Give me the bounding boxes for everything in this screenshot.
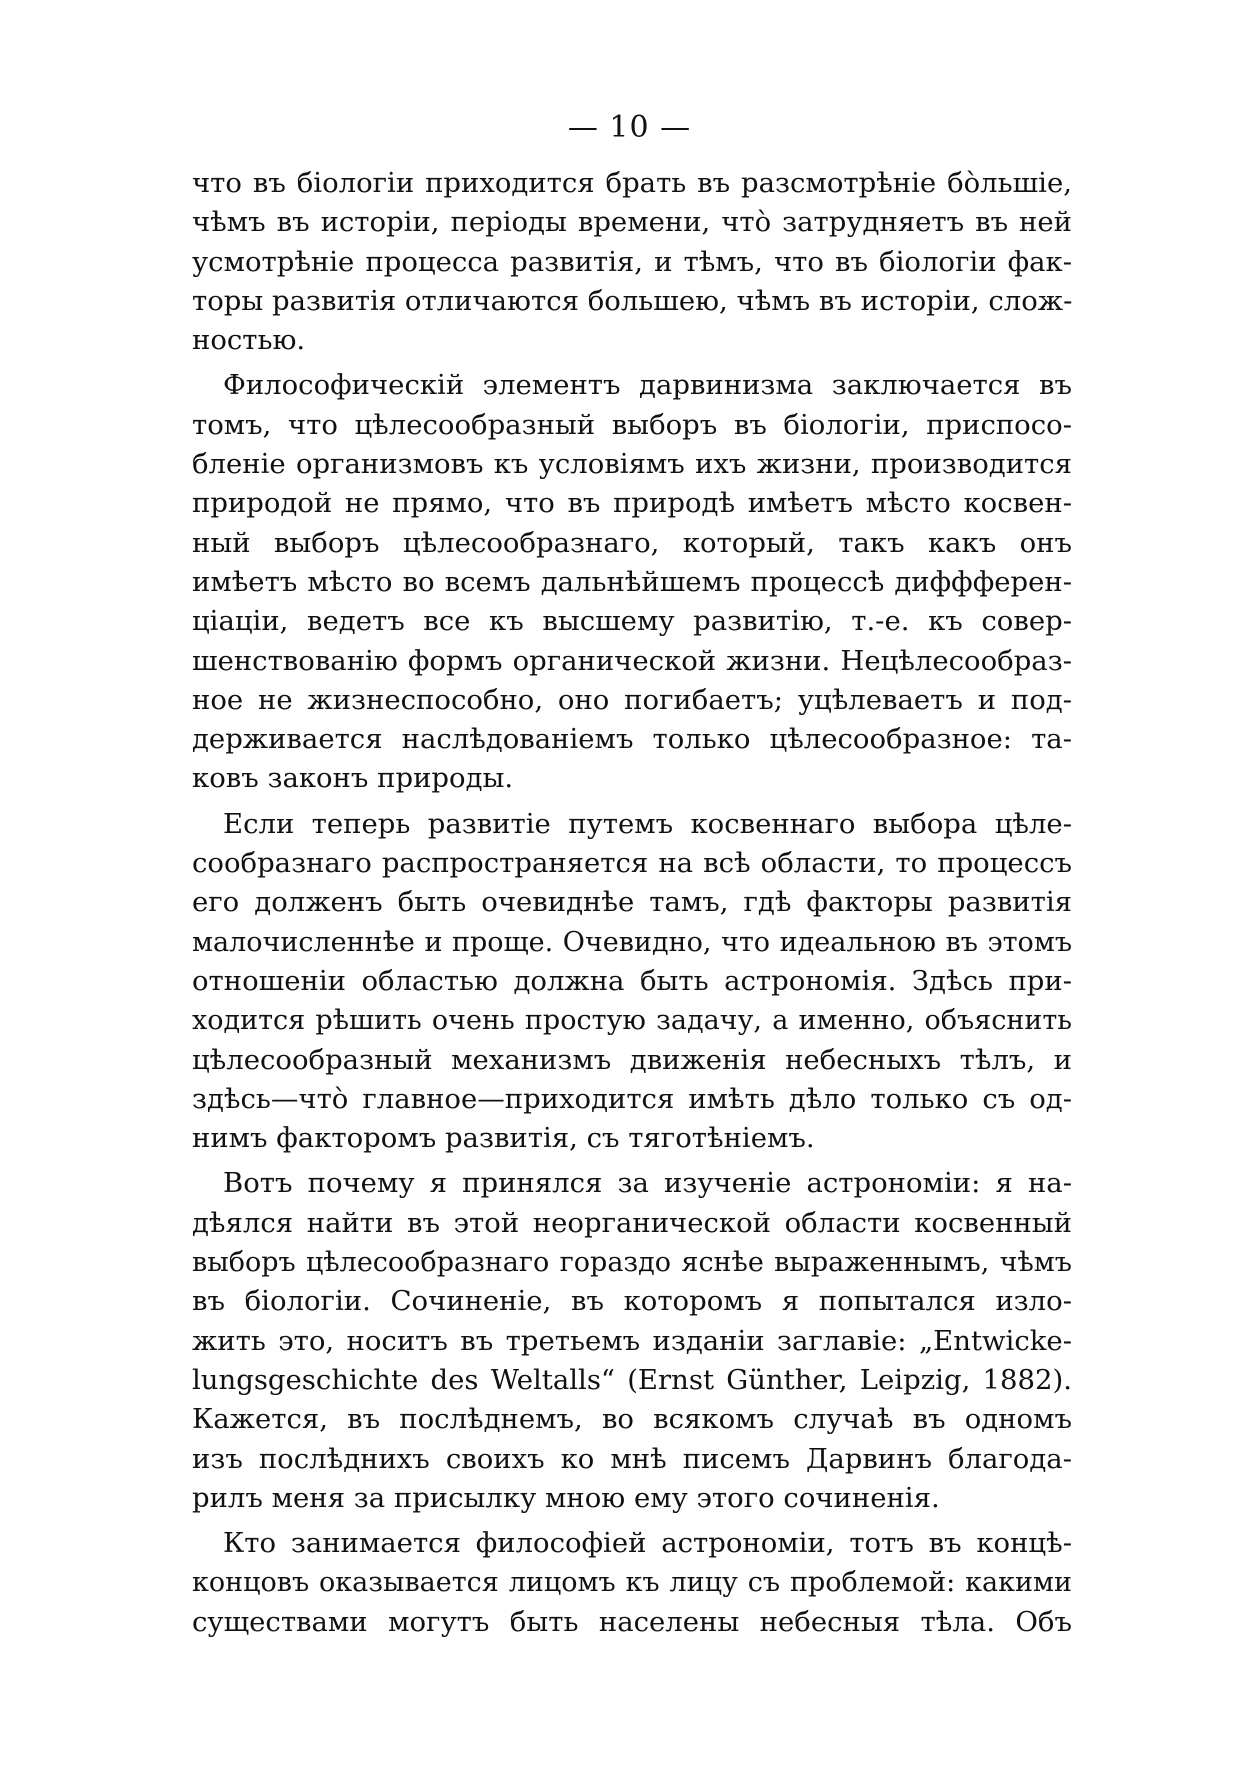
text-line: Философическій элементъ дарвинизма заключается въ <box>223 369 1072 402</box>
text-line: отношеніи областью должна быть астрономія. Здѣсь при- <box>192 964 1072 997</box>
text-line: цѣлесообразный механизмъ движенія небесныхъ тѣлъ, и <box>192 1043 1072 1076</box>
text-line: Кажется, въ послѣднемъ, во всякомъ случаѣ въ одномъ <box>192 1403 1072 1436</box>
text-line: бленіе организмовъ къ условіямъ ихъ жизни, производится <box>192 448 1072 481</box>
text-line: lungsgeschichte des Weltalls“ (Ernst Günther, Leipzig, 1882). <box>192 1363 1072 1396</box>
text-line: Кто занимается философіей астрономіи, тотъ въ концѣ- <box>223 1527 1072 1560</box>
paragraph-4 <box>192 1164 1072 1518</box>
text-line: ковъ законъ природы. <box>192 762 514 795</box>
text-line: ностью. <box>192 324 306 357</box>
text-line: дѣялся найти въ этой неорганической области косвенный <box>192 1206 1072 1239</box>
text-line: его долженъ быть очевиднѣе тамъ, гдѣ факторы развитія <box>192 886 1072 919</box>
text-line: въ біологіи. Сочиненіе, въ которомъ я попытался изло- <box>192 1285 1072 1318</box>
text-line: томъ, что цѣлесообразный выборъ въ біологіи, приспосо- <box>192 408 1072 441</box>
text-line: усмотрѣніе процесса развитія, и тѣмъ, что въ біологіи фак- <box>192 245 1072 278</box>
paragraph-2 <box>192 366 1072 798</box>
text-line: ный выборъ цѣлесообразнаго, который, такъ какъ онъ <box>192 526 1072 559</box>
text-line: что въ біологіи приходится брать въ разсмотрѣніе бо̀льшіе, <box>192 167 1072 199</box>
text-line: Вотъ почему я принялся за изученіе астрономіи: я на- <box>223 1167 1072 1200</box>
text-line: существами могутъ быть населены небесныя тѣла. Объ <box>192 1605 1072 1638</box>
paragraph-1 <box>192 164 1072 360</box>
text-line: концовъ оказывается лицомъ къ лицу съ проблемой: какими <box>192 1567 1072 1599</box>
text-line: ходится рѣшить очень простую задачу, а именно, объяснить <box>192 1005 1072 1037</box>
text-line: сообразнаго распространяется на всѣ области, то процессъ <box>192 847 1072 880</box>
paragraph-3 <box>192 805 1072 1159</box>
text-line: малочисленнѣе и проще. Очевидно, что идеальною въ этомъ <box>192 926 1072 958</box>
text-line: ціаціи, ведетъ все къ высшему развитію, т.-е. къ совер- <box>192 605 1072 638</box>
text-line: выборъ цѣлесообразнаго гораздо яснѣе выраженнымъ, чѣмъ <box>192 1247 1072 1279</box>
text-line: Если теперь развитіе путемъ косвеннаго выбора цѣле- <box>223 807 1072 840</box>
text-line: нимъ факторомъ развитія, съ тяготѣніемъ. <box>192 1122 815 1155</box>
paragraph-5 <box>192 1524 1072 1642</box>
text-line: жить это, носитъ въ третьемъ изданіи заглавіе: „Entwicke- <box>192 1324 1072 1357</box>
text-line: держивается наслѣдованіемъ только цѣлесообразное: та- <box>192 723 1072 756</box>
text-line: шенствованію формъ органической жизни. Нецѣлесообраз- <box>192 644 1072 677</box>
text-line: изъ послѣднихъ своихъ ко мнѣ писемъ Дарвинъ благода- <box>192 1442 1072 1475</box>
text-line: торы развитія отличаются большею, чѣмъ въ исторіи, слож- <box>192 284 1073 317</box>
text-line: чѣмъ въ исторіи, періоды времени, что̀ затрудняетъ въ ней <box>192 206 1072 239</box>
text-line: имѣетъ мѣсто во всемъ дальнѣйшемъ процессѣ диффферен- <box>192 565 1072 598</box>
text-line: рилъ меня за присылку мною ему этого сочиненія. <box>192 1481 940 1514</box>
text-line: ное не жизнеспособно, оно погибаетъ; уцѣлеваетъ и под- <box>192 683 1072 716</box>
body-text <box>192 164 1072 1642</box>
page-number: — 10 — <box>567 110 692 145</box>
text-line: здѣсь—что̀ главное—приходится имѣть дѣло только съ од- <box>192 1082 1072 1115</box>
text-line: природой не прямо, что въ природѣ имѣетъ мѣсто косвен- <box>192 487 1072 520</box>
